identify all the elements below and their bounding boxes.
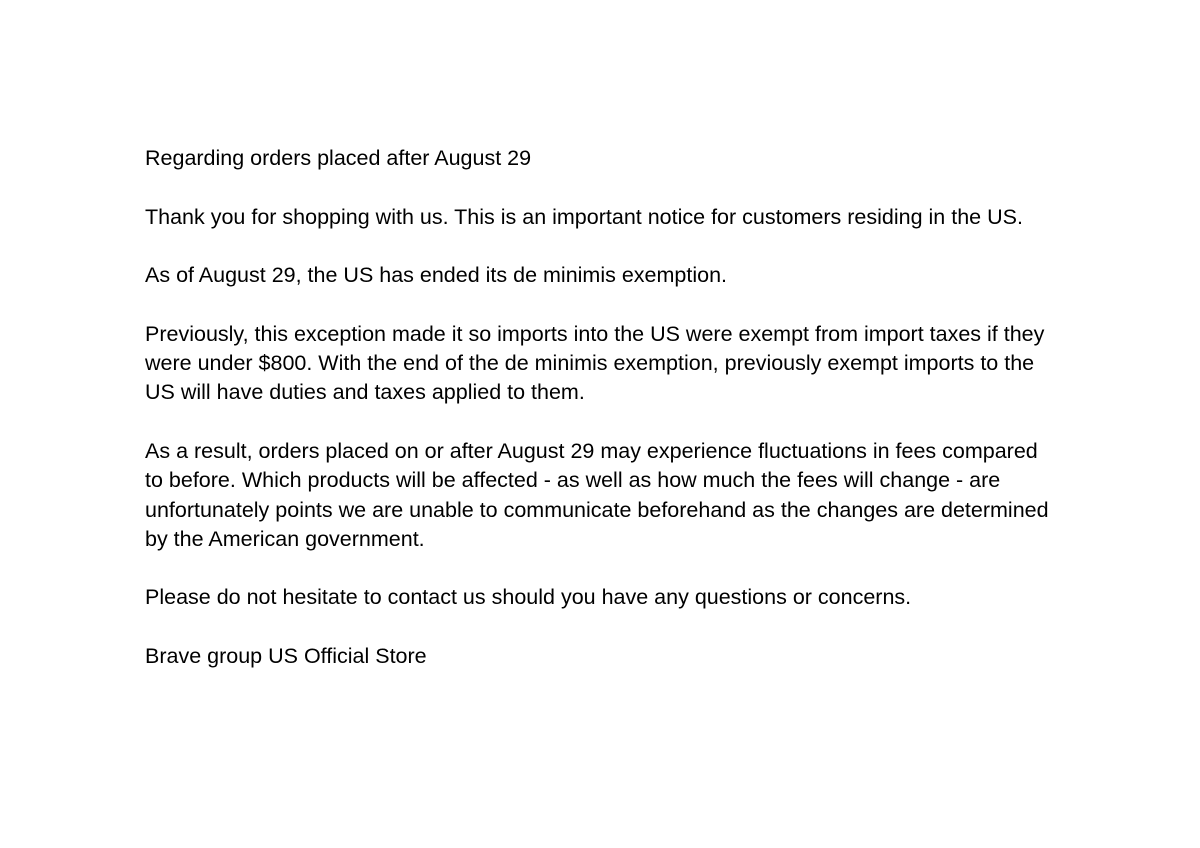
notice-document bbox=[145, 144, 1060, 671]
notice-greeting: Thank you for shopping with us. This is an important notice for customers residing in the US. bbox=[145, 204, 1023, 229]
notice-announcement: As of August 29, the US has ended its de minimis exemption. bbox=[145, 263, 728, 288]
notice-impact-paragraph: As a result, orders placed on or after August 29 may experience fluctuations in fees compared to before. Which products will be affected - as well as how much the fees will change - are unfortunately points we are unable to communicate beforehand as the changes are determined by the American government. bbox=[145, 438, 1049, 551]
notice-contact-paragraph: Please do not hesitate to contact us should you have any questions or concerns. bbox=[145, 585, 912, 610]
notice-background-paragraph: Previously, this exception made it so imports into the US were exempt from import taxes if they were under $800. With the end of the de minimis exemption, previously exempt imports to the US will have duties and taxes applied to them. bbox=[145, 321, 1045, 405]
notice-signature: Brave group US Official Store bbox=[145, 644, 427, 669]
notice-title: Regarding orders placed after August 29 bbox=[145, 146, 532, 170]
